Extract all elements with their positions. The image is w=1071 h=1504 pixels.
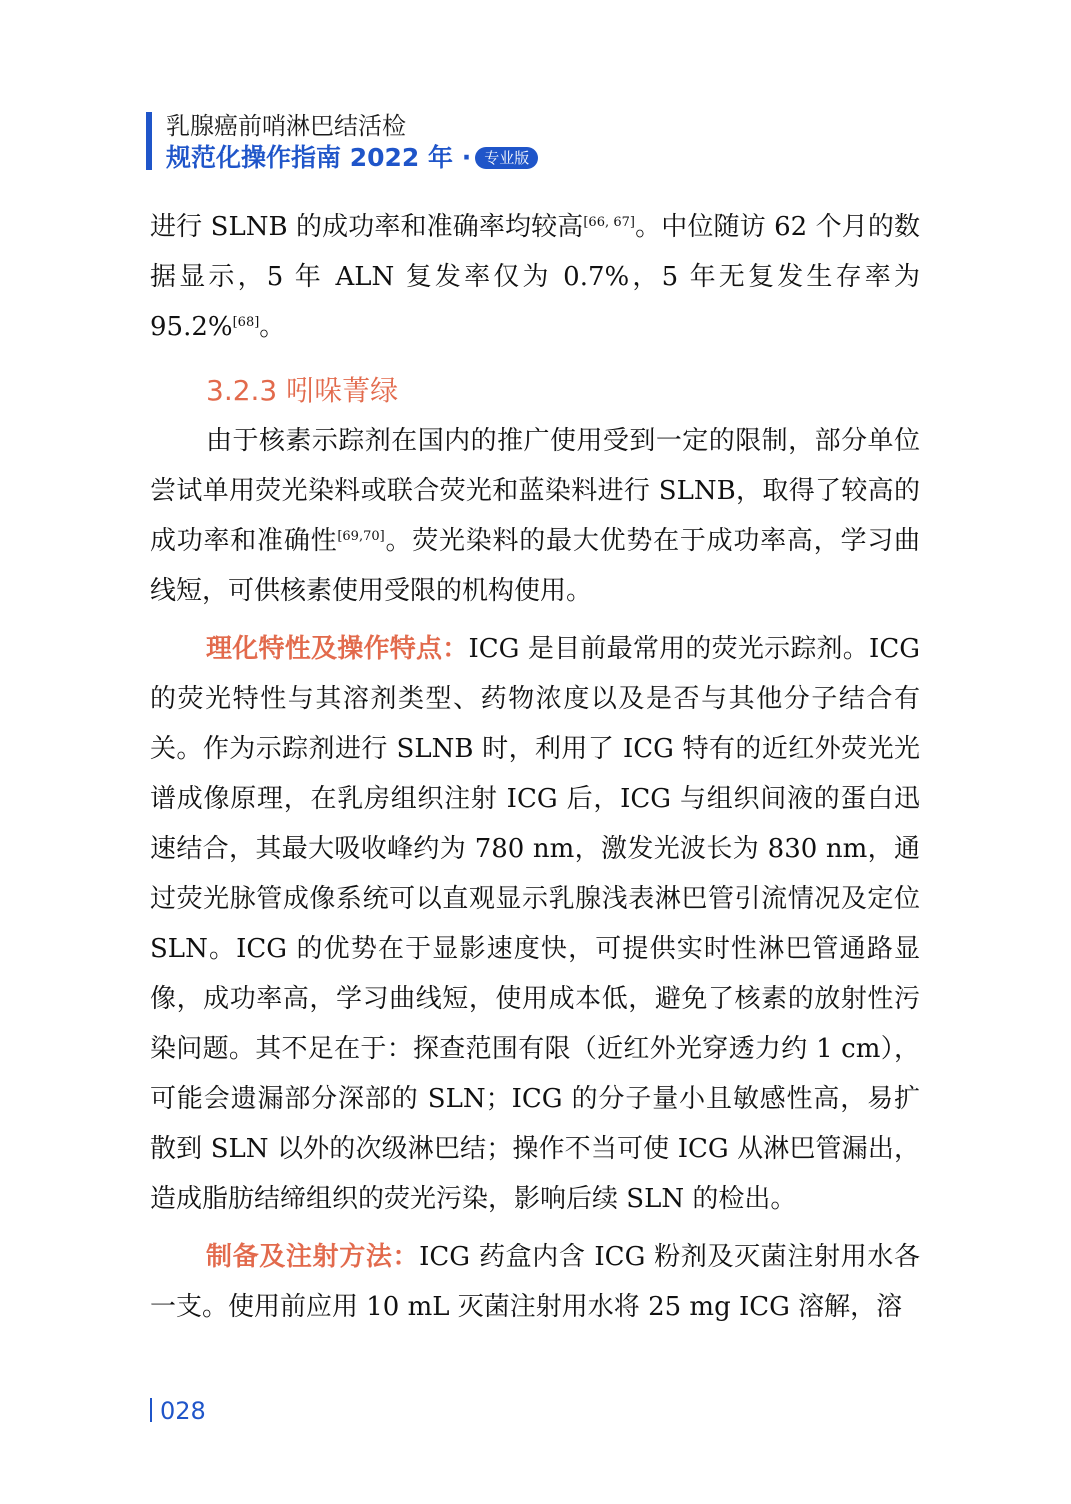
paragraph-3-lead: 理化特性及操作特点： xyxy=(206,634,469,664)
header-title: 乳腺癌前哨淋巴结活检 xyxy=(166,112,406,140)
paragraph-4-lead: 制备及注射方法： xyxy=(206,1242,420,1272)
page-footer xyxy=(150,1396,206,1426)
paragraph-1-text: 进行 SLNB 的成功率和准确率均较高 xyxy=(150,212,584,242)
header-subtitle-text: 规范化操作指南 2022 年 · xyxy=(166,143,472,172)
paragraph-2-end: 。荧光染料的最大优势在于成功率高，学习曲线短，可供核素使用受限的机构使用。 xyxy=(150,526,920,606)
footer-accent-bar xyxy=(150,1398,152,1422)
edition-badge: 专业版 xyxy=(475,147,538,169)
citation: [68] xyxy=(232,315,260,330)
paragraph-3 xyxy=(150,624,920,1224)
header-subtitle xyxy=(166,144,538,172)
page-body xyxy=(150,202,920,1332)
citation: [69,70] xyxy=(337,529,385,544)
paragraph-1 xyxy=(150,202,920,352)
paragraph-4-text: ICG 药盒内含 ICG 粉剂及灭菌注射用水各一支。使用前应用 10 mL 灭菌注射用水将 25 mg ICG 溶解，溶 xyxy=(150,1242,920,1322)
header-accent-bar xyxy=(146,112,152,170)
paragraph-2 xyxy=(150,416,920,616)
section-heading: 3.2.3 吲哚菁绿 xyxy=(206,374,399,407)
paragraph-1-end: 。 xyxy=(259,312,286,342)
paragraph-1-text-2: 。中位随访 62 个月的数据显示，5 年 ALN 复发率仅为 0.7%，5 年无复发生存率为 95.2% xyxy=(150,212,920,342)
citation: [66, 67] xyxy=(583,215,635,230)
page-number: 028 xyxy=(160,1397,206,1425)
paragraph-4 xyxy=(150,1232,920,1332)
paragraph-3-text: ICG 是目前最常用的荧光示踪剂。ICG 的荧光特性与其溶剂类型、药物浓度以及是否与其他分子结合有关。作为示踪剂进行 SLNB 时，利用了 ICG 特有的近红外荧光光谱成像原理，在乳房组织注射 ICG 后，ICG 与组织间液的蛋白迅速结合，其最大吸收峰约为 780 nm，激发光波长为 830 nm，通过荧光脉管成像系统可以直观显示乳腺浅表淋巴管引流情况及定位 SLN。ICG 的优势在于显影速度快，可提供实时性淋巴管通路显像，成功率高，学习曲线短，使用成本低，避免了核素的放射性污染问题。其不足在于：探查范围有限（近红外光穿透力约 1 cm），可能会遗漏部分深部的 SLN；ICG 的分子量小且敏感性高，易扩散到 SLN 以外的次级淋巴结；操作不当可使 ICG 从淋巴管漏出，造成脂肪结缔组织的荧光污染，影响后续 SLN 的检出。 xyxy=(150,634,920,1214)
paragraph-2-text: 由于核素示踪剂在国内的推广使用受到一定的限制，部分单位尝试单用荧光染料或联合荧光和蓝染料进行 SLNB，取得了较高的成功率和准确性 xyxy=(150,426,920,556)
